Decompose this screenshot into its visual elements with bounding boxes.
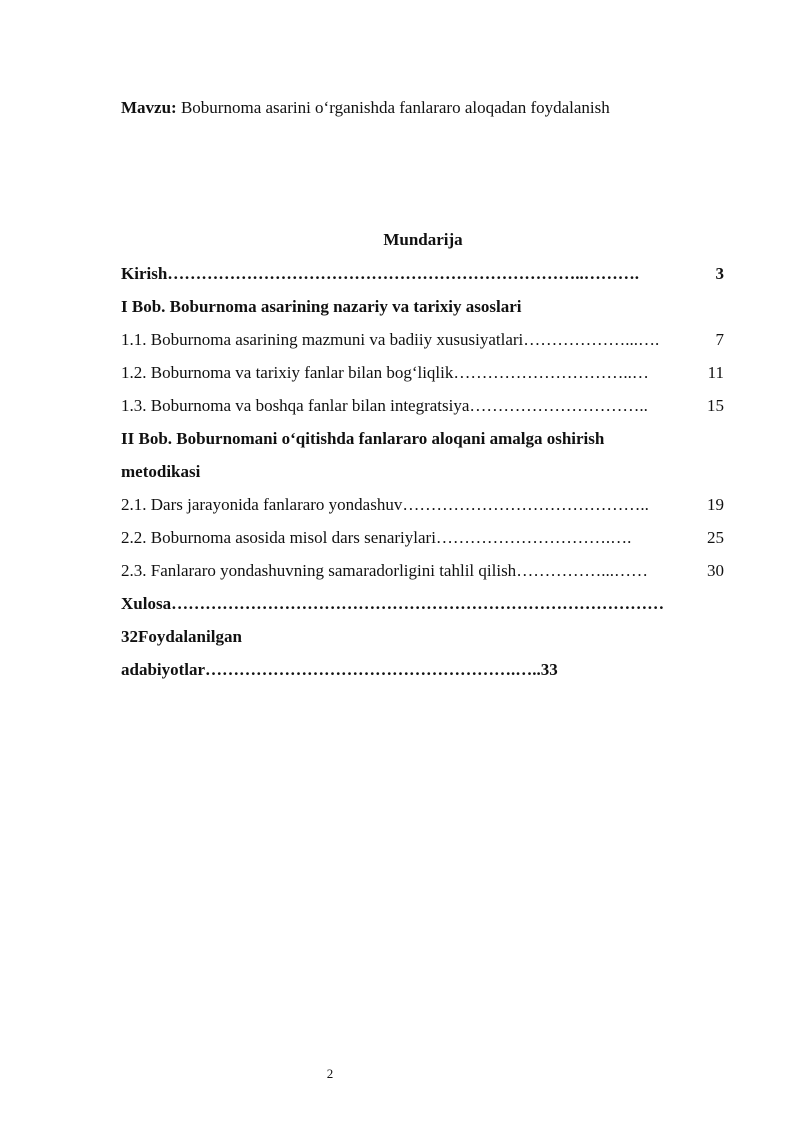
toc-chapter-2-continued: metodikasi xyxy=(121,462,201,481)
toc-entry-2-2 xyxy=(121,521,724,554)
toc-entry-page: 19 xyxy=(707,495,724,514)
toc-entry-page: 11 xyxy=(707,363,724,382)
page-number: 2 xyxy=(326,1066,334,1081)
topic-line xyxy=(121,97,610,119)
toc-entry-2-3 xyxy=(121,554,724,587)
toc-entry-leader: ………………………….…. xyxy=(435,528,632,547)
toc-entry-1-2 xyxy=(121,356,724,389)
toc-entry-page: 3 xyxy=(715,264,724,283)
toc-entry-leader: ………………………………………………………………..………. xyxy=(167,264,640,283)
toc-entry-2-1 xyxy=(121,488,724,521)
toc-entry-leader: ……………...…… xyxy=(516,561,648,580)
toc-entry-leader: …………………………………….. xyxy=(402,495,649,514)
toc-entry-leader: …………………………..… xyxy=(453,363,649,382)
toc-title: Mundarija xyxy=(383,230,463,249)
toc-entry-xulosa: Xulosa…………………………………………………………………………… xyxy=(121,594,665,613)
toc-entry-leader: ………………………….. xyxy=(469,396,648,415)
toc-entry-1-1 xyxy=(121,323,724,356)
topic-label: Mavzu: xyxy=(121,98,177,117)
toc-entry-title: 2.2. Boburnoma asosida misol dars senariylari xyxy=(121,528,436,547)
topic-text: Boburnoma asarini o‘rganishda fanlararo aloqadan foydalanish xyxy=(180,98,610,117)
toc-entry-page: 15 xyxy=(707,396,724,415)
toc-entry-kirish xyxy=(121,257,724,290)
table-of-contents xyxy=(121,257,724,686)
toc-entry-page: 30 xyxy=(707,561,724,580)
toc-entry-title: 2.1. Dars jarayonida fanlararo yondashuv xyxy=(121,495,403,514)
toc-entry-references-line-2: adabiyotlar……………………………………………….…..33 xyxy=(121,660,558,679)
toc-entry-page: 25 xyxy=(707,528,724,547)
toc-chapter-1: I Bob. Boburnoma asarining nazariy va tarixiy asoslari xyxy=(121,297,522,316)
toc-entry-page: 7 xyxy=(715,330,724,349)
toc-entry-1-3 xyxy=(121,389,724,422)
toc-entry-references-line-1: 32Foydalanilgan xyxy=(121,627,242,646)
toc-entry-title: 1.3. Boburnoma va boshqa fanlar bilan integratsiya xyxy=(121,396,470,415)
toc-entry-title: 1.2. Boburnoma va tarixiy fanlar bilan bog‘liqlik xyxy=(121,363,454,382)
toc-chapter-2: II Bob. Boburnomani o‘qitishda fanlararo aloqani amalga oshirish xyxy=(121,429,605,448)
toc-entry-leader: ………………...…. xyxy=(523,330,660,349)
toc-entry-title: 1.1. Boburnoma asarining mazmuni va badiiy xususiyatlari xyxy=(121,330,524,349)
toc-entry-title: Kirish xyxy=(121,264,168,283)
toc-entry-title: 2.3. Fanlararo yondashuvning samaradorligini tahlil qilish xyxy=(121,561,517,580)
